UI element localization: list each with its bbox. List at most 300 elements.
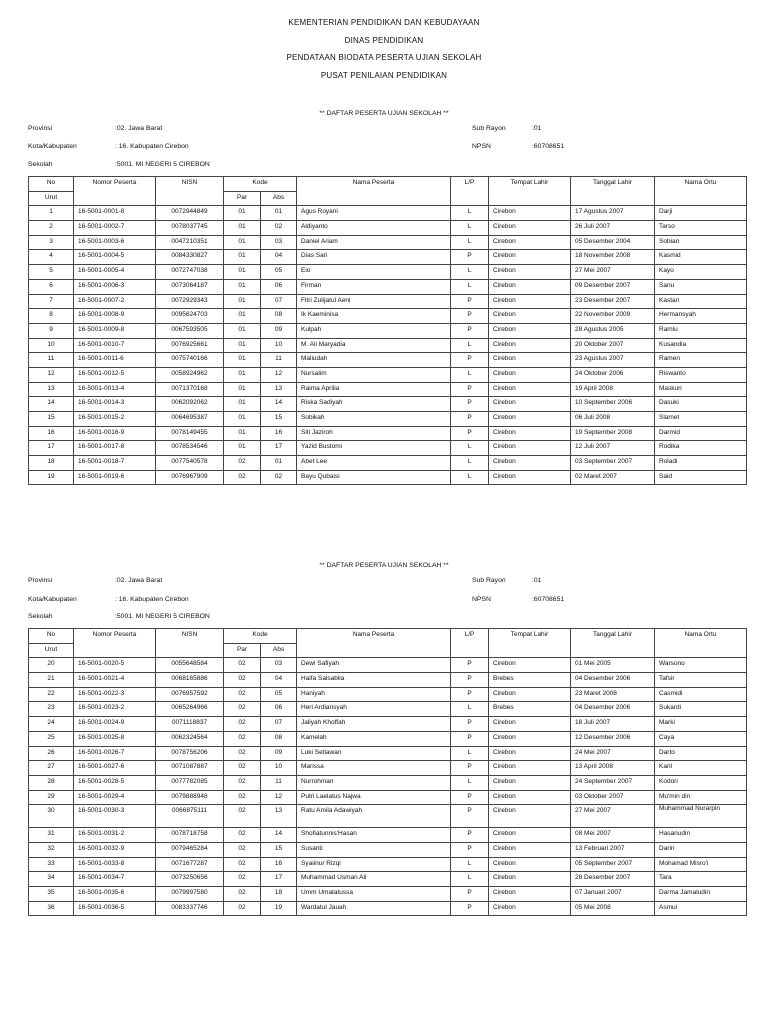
cell-nisn: 0071118837 bbox=[156, 717, 224, 732]
cell-nisn: 0079997580 bbox=[156, 887, 224, 902]
table-row bbox=[29, 746, 747, 761]
cell-par: 01 bbox=[224, 382, 261, 397]
cell-nomor-peserta: 16-5001-0013-4 bbox=[74, 382, 156, 397]
cell-tempat-lahir: Brebes bbox=[489, 702, 571, 717]
cell-nama-peserta: Haniyah bbox=[297, 687, 451, 702]
cell-tempat-lahir: Cirebon bbox=[489, 353, 571, 368]
cell-nama-ortu: Riswanto bbox=[655, 367, 747, 382]
cell-abs: 08 bbox=[261, 731, 297, 746]
cell-nama-peserta: Jaliyah Khoffah bbox=[297, 717, 451, 732]
col-abs: Abs bbox=[261, 191, 297, 206]
cell-lp: P bbox=[451, 412, 489, 427]
cell-tempat-lahir: Cirebon bbox=[489, 872, 571, 887]
col-nisn: NISN bbox=[156, 177, 224, 206]
cell-nomor-peserta: 16-5001-0005-4 bbox=[74, 265, 156, 280]
cell-abs: 14 bbox=[261, 397, 297, 412]
cell-nama-ortu: Darji bbox=[655, 206, 747, 221]
cell-nama-peserta: Firman bbox=[297, 279, 451, 294]
cell-par: 02 bbox=[224, 887, 261, 902]
cell-nisn: 0095624703 bbox=[156, 309, 224, 324]
col-urut: Urut bbox=[29, 191, 74, 206]
cell-tempat-lahir: Cirebon bbox=[489, 857, 571, 872]
cell-abs: 06 bbox=[261, 279, 297, 294]
cell-par: 02 bbox=[224, 761, 261, 776]
cell-nama-peserta: Nurrohman bbox=[297, 775, 451, 790]
cell-nisn: 0072747038 bbox=[156, 265, 224, 280]
cell-tanggal-lahir: 12 Desember 2006 bbox=[571, 731, 655, 746]
cell-no: 7 bbox=[29, 294, 74, 309]
cell-lp: L bbox=[451, 775, 489, 790]
table-row bbox=[29, 426, 747, 441]
table-row bbox=[29, 323, 747, 338]
table-row bbox=[29, 887, 747, 902]
table-row bbox=[29, 206, 747, 221]
cell-tempat-lahir: Cirebon bbox=[489, 731, 571, 746]
cell-nomor-peserta: 16-5001-0022-3 bbox=[74, 687, 156, 702]
provinsi-value: :02. Jawa Barat bbox=[115, 125, 163, 132]
cell-tempat-lahir: Cirebon bbox=[489, 761, 571, 776]
cell-nama-peserta: Marissa bbox=[297, 761, 451, 776]
col-nomor-peserta: Nomor Peserta bbox=[74, 629, 156, 658]
table-row bbox=[29, 658, 747, 673]
cell-lp: L bbox=[451, 206, 489, 221]
cell-no: 8 bbox=[29, 309, 74, 324]
cell-par: 02 bbox=[224, 470, 261, 485]
cell-nomor-peserta: 16-5001-0018-7 bbox=[74, 456, 156, 471]
cell-par: 02 bbox=[224, 746, 261, 761]
cell-tanggal-lahir: 20 Oktober 2007 bbox=[571, 338, 655, 353]
cell-nama-ortu: Roladi bbox=[655, 456, 747, 471]
cell-nama-ortu: Darmid bbox=[655, 426, 747, 441]
table-row bbox=[29, 731, 747, 746]
cell-nama-peserta: Abet Lee bbox=[297, 456, 451, 471]
cell-tempat-lahir: Cirebon bbox=[489, 397, 571, 412]
col-tanggal-lahir: Tanggal Lahir bbox=[571, 629, 655, 658]
cell-nisn: 0083337746 bbox=[156, 901, 224, 916]
cell-no: 4 bbox=[29, 250, 74, 265]
col-nama-ortu: Nama Ortu bbox=[655, 629, 747, 658]
cell-nama-peserta: Ratu Amila Adawiyah bbox=[297, 805, 451, 828]
cell-lp: P bbox=[451, 250, 489, 265]
col-nama-ortu: Nama Ortu bbox=[655, 177, 747, 206]
cell-nama-ortu: Slamet bbox=[655, 412, 747, 427]
cell-lp: P bbox=[451, 790, 489, 805]
col-nama-peserta: Nama Peserta bbox=[297, 177, 451, 206]
cell-nama-ortu: Sobian bbox=[655, 235, 747, 250]
cell-nama-ortu: Darin bbox=[655, 842, 747, 857]
col-kode: Kode bbox=[224, 177, 297, 192]
cell-tempat-lahir: Cirebon bbox=[489, 294, 571, 309]
cell-tempat-lahir: Cirebon bbox=[489, 279, 571, 294]
cell-nama-peserta: Sobikah bbox=[297, 412, 451, 427]
cell-par: 02 bbox=[224, 805, 261, 828]
cell-par: 02 bbox=[224, 731, 261, 746]
sekolah-value: :5001. MI NEGERI 5 CIREBON bbox=[115, 161, 210, 168]
cell-nomor-peserta: 16-5001-0029-4 bbox=[74, 790, 156, 805]
cell-nomor-peserta: 16-5001-0009-8 bbox=[74, 323, 156, 338]
cell-nisn: 0058924962 bbox=[156, 367, 224, 382]
cell-nama-ortu: Hermansyah bbox=[655, 309, 747, 324]
cell-nisn: 0066875111 bbox=[156, 805, 224, 828]
cell-tempat-lahir: Cirebon bbox=[489, 790, 571, 805]
cell-tanggal-lahir: 12 Juli 2007 bbox=[571, 441, 655, 456]
table-row bbox=[29, 901, 747, 916]
cell-abs: 15 bbox=[261, 412, 297, 427]
cell-nisn: 0078149455 bbox=[156, 426, 224, 441]
cell-tempat-lahir: Cirebon bbox=[489, 717, 571, 732]
cell-tanggal-lahir: 27 Mei 2007 bbox=[571, 805, 655, 828]
cell-tempat-lahir: Cirebon bbox=[489, 441, 571, 456]
cell-par: 02 bbox=[224, 687, 261, 702]
table-row bbox=[29, 338, 747, 353]
cell-nisn: 0071370168 bbox=[156, 382, 224, 397]
sekolah-label: Sekolah bbox=[28, 161, 53, 168]
cell-tanggal-lahir: 05 Desember 2004 bbox=[571, 235, 655, 250]
cell-tempat-lahir: Cirebon bbox=[489, 250, 571, 265]
cell-tempat-lahir: Brebes bbox=[489, 673, 571, 688]
col-tempat-lahir: Tempat Lahir bbox=[489, 629, 571, 658]
kota-value: : 16. Kabupaten Cirebon bbox=[115, 596, 189, 603]
table-row bbox=[29, 412, 747, 427]
cell-no: 12 bbox=[29, 367, 74, 382]
cell-no: 10 bbox=[29, 338, 74, 353]
cell-abs: 16 bbox=[261, 426, 297, 441]
cell-nomor-peserta: 16-5001-0008-9 bbox=[74, 309, 156, 324]
table-row bbox=[29, 265, 747, 280]
cell-abs: 08 bbox=[261, 309, 297, 324]
cell-nomor-peserta: 16-5001-0021-4 bbox=[74, 673, 156, 688]
cell-lp: L bbox=[451, 746, 489, 761]
cell-nama-ortu: Tara bbox=[655, 872, 747, 887]
cell-nomor-peserta: 16-5001-0033-8 bbox=[74, 857, 156, 872]
cell-nama-peserta: Maliudah bbox=[297, 353, 451, 368]
cell-nomor-peserta: 16-5001-0034-7 bbox=[74, 872, 156, 887]
cell-nama-peserta: Muhammad Usman Ali bbox=[297, 872, 451, 887]
cell-nama-ortu: Mohamad Misro'i bbox=[655, 857, 747, 872]
cell-no: 25 bbox=[29, 731, 74, 746]
cell-tanggal-lahir: 08 Mei 2007 bbox=[571, 828, 655, 843]
cell-par: 02 bbox=[224, 456, 261, 471]
cell-tanggal-lahir: 23 Agustus 2007 bbox=[571, 353, 655, 368]
cell-nama-ortu: Kusandia bbox=[655, 338, 747, 353]
cell-nomor-peserta: 16-5001-0028-5 bbox=[74, 775, 156, 790]
cell-nama-ortu: Warsono bbox=[655, 658, 747, 673]
cell-lp: L bbox=[451, 456, 489, 471]
cell-nama-peserta: M. Ali Maryadia bbox=[297, 338, 451, 353]
cell-nama-peserta: Dias Sari bbox=[297, 250, 451, 265]
col-abs: Abs bbox=[261, 643, 297, 658]
cell-tempat-lahir: Cirebon bbox=[489, 426, 571, 441]
cell-no: 15 bbox=[29, 412, 74, 427]
cell-par: 02 bbox=[224, 702, 261, 717]
cell-no: 3 bbox=[29, 235, 74, 250]
cell-nisn: 0062092062 bbox=[156, 397, 224, 412]
cell-nama-ortu: Dasuki bbox=[655, 397, 747, 412]
cell-nama-peserta: Syaiinur Rizqi bbox=[297, 857, 451, 872]
cell-lp: P bbox=[451, 309, 489, 324]
cell-no: 18 bbox=[29, 456, 74, 471]
cell-nomor-peserta: 16-5001-0001-8 bbox=[74, 206, 156, 221]
table-row bbox=[29, 235, 747, 250]
cell-nisn: 0076925661 bbox=[156, 338, 224, 353]
cell-tanggal-lahir: 13 Februari 2007 bbox=[571, 842, 655, 857]
provinsi-label: Provinsi bbox=[28, 577, 53, 584]
cell-nomor-peserta: 16-5001-0024-9 bbox=[74, 717, 156, 732]
cell-tempat-lahir: Cirebon bbox=[489, 412, 571, 427]
cell-no: 6 bbox=[29, 279, 74, 294]
cell-tanggal-lahir: 05 Mei 2008 bbox=[571, 901, 655, 916]
col-lp: L/P bbox=[451, 629, 489, 658]
cell-nama-ortu: Muhammad Nurarpin bbox=[655, 805, 747, 828]
cell-nomor-peserta: 16-5001-0027-6 bbox=[74, 761, 156, 776]
cell-no: 24 bbox=[29, 717, 74, 732]
cell-nisn: 0068165886 bbox=[156, 673, 224, 688]
cell-abs: 03 bbox=[261, 235, 297, 250]
subrayon-value: :01 bbox=[532, 577, 542, 584]
cell-abs: 04 bbox=[261, 673, 297, 688]
header-subject: PENDATAAN BIODATA PESERTA UJIAN SEKOLAH bbox=[286, 53, 482, 62]
table-row bbox=[29, 309, 747, 324]
cell-nomor-peserta: 16-5001-0007-2 bbox=[74, 294, 156, 309]
cell-abs: 13 bbox=[261, 805, 297, 828]
cell-tanggal-lahir: 03 Oktober 2007 bbox=[571, 790, 655, 805]
cell-lp: P bbox=[451, 658, 489, 673]
cell-nisn: 0077782085 bbox=[156, 775, 224, 790]
cell-no: 19 bbox=[29, 470, 74, 485]
table-row bbox=[29, 872, 747, 887]
cell-nisn: 0047210351 bbox=[156, 235, 224, 250]
cell-nama-peserta: Agus Royani bbox=[297, 206, 451, 221]
cell-tanggal-lahir: 18 Juli 2007 bbox=[571, 717, 655, 732]
document-header bbox=[0, 14, 768, 84]
cell-nomor-peserta: 16-5001-0004-5 bbox=[74, 250, 156, 265]
cell-no: 33 bbox=[29, 857, 74, 872]
cell-lp: L bbox=[451, 221, 489, 236]
cell-par: 01 bbox=[224, 294, 261, 309]
npsn-label: NPSN bbox=[472, 143, 491, 150]
cell-no: 23 bbox=[29, 702, 74, 717]
cell-no: 11 bbox=[29, 353, 74, 368]
cell-tempat-lahir: Cirebon bbox=[489, 338, 571, 353]
cell-nama-peserta: Kamelah bbox=[297, 731, 451, 746]
cell-par: 02 bbox=[224, 828, 261, 843]
cell-nama-peserta: Haifa Salsabila bbox=[297, 673, 451, 688]
col-no: No bbox=[29, 629, 74, 644]
table-row bbox=[29, 456, 747, 471]
col-kode: Kode bbox=[224, 629, 297, 644]
cell-lp: P bbox=[451, 353, 489, 368]
cell-nisn: 0076957592 bbox=[156, 687, 224, 702]
cell-no: 29 bbox=[29, 790, 74, 805]
cell-nama-peserta: Ik Kaeminisa bbox=[297, 309, 451, 324]
cell-tanggal-lahir: 01 Mei 2005 bbox=[571, 658, 655, 673]
cell-nama-ortu: Caya bbox=[655, 731, 747, 746]
cell-par: 02 bbox=[224, 842, 261, 857]
cell-nama-ortu: Darto bbox=[655, 746, 747, 761]
cell-tanggal-lahir: 28 Agustus 2005 bbox=[571, 323, 655, 338]
cell-nama-peserta: Aldiyanto bbox=[297, 221, 451, 236]
cell-nama-ortu: Kodori bbox=[655, 775, 747, 790]
cell-nama-peserta: Bayu Qubaisi bbox=[297, 470, 451, 485]
cell-tempat-lahir: Cirebon bbox=[489, 901, 571, 916]
cell-tempat-lahir: Cirebon bbox=[489, 221, 571, 236]
col-urut: Urut bbox=[29, 643, 74, 658]
cell-nama-ortu: Mu'min din bbox=[655, 790, 747, 805]
cell-abs: 12 bbox=[261, 790, 297, 805]
cell-nomor-peserta: 16-5001-0015-2 bbox=[74, 412, 156, 427]
participant-table-body bbox=[29, 658, 747, 916]
cell-no: 27 bbox=[29, 761, 74, 776]
cell-nama-ortu: Kasmid bbox=[655, 250, 747, 265]
cell-tempat-lahir: Cirebon bbox=[489, 828, 571, 843]
cell-nisn: 0084330827 bbox=[156, 250, 224, 265]
cell-nisn: 0079465284 bbox=[156, 842, 224, 857]
cell-tanggal-lahir: 24 Oktober 2006 bbox=[571, 367, 655, 382]
cell-no: 30 bbox=[29, 805, 74, 828]
cell-par: 01 bbox=[224, 265, 261, 280]
npsn-value: :60708651 bbox=[532, 143, 565, 150]
cell-nama-peserta: Riska Sadiyah bbox=[297, 397, 451, 412]
col-lp: L/P bbox=[451, 177, 489, 206]
cell-nama-ortu: Kastari bbox=[655, 294, 747, 309]
cell-par: 01 bbox=[224, 235, 261, 250]
cell-par: 02 bbox=[224, 790, 261, 805]
cell-lp: P bbox=[451, 673, 489, 688]
cell-no: 22 bbox=[29, 687, 74, 702]
cell-nomor-peserta: 16-5001-0030-3 bbox=[74, 805, 156, 828]
cell-tempat-lahir: Cirebon bbox=[489, 658, 571, 673]
table-row bbox=[29, 702, 747, 717]
cell-lp: P bbox=[451, 828, 489, 843]
cell-no: 34 bbox=[29, 872, 74, 887]
cell-nomor-peserta: 16-5001-0012-5 bbox=[74, 367, 156, 382]
cell-nama-peserta: Daniel Ariam bbox=[297, 235, 451, 250]
cell-tanggal-lahir: 28 Desember 2007 bbox=[571, 872, 655, 887]
cell-tempat-lahir: Cirebon bbox=[489, 382, 571, 397]
table-row bbox=[29, 828, 747, 843]
cell-no: 20 bbox=[29, 658, 74, 673]
cell-nomor-peserta: 16-5001-0026-7 bbox=[74, 746, 156, 761]
cell-lp: P bbox=[451, 805, 489, 828]
cell-tanggal-lahir: 24 September 2007 bbox=[571, 775, 655, 790]
cell-nama-peserta: Umm Umatatussa bbox=[297, 887, 451, 902]
table-row bbox=[29, 805, 747, 828]
cell-nama-peserta: Heri Ardiansyah bbox=[297, 702, 451, 717]
cell-abs: 03 bbox=[261, 658, 297, 673]
participant-table-body bbox=[29, 206, 747, 485]
cell-nama-ortu: Rodika bbox=[655, 441, 747, 456]
cell-nama-ortu: Maskuri bbox=[655, 382, 747, 397]
cell-lp: L bbox=[451, 470, 489, 485]
cell-nama-peserta: Shofiatunnis'Hasan bbox=[297, 828, 451, 843]
table-row bbox=[29, 294, 747, 309]
cell-tempat-lahir: Cirebon bbox=[489, 456, 571, 471]
cell-nomor-peserta: 16-5001-0006-3 bbox=[74, 279, 156, 294]
cell-nama-peserta: Kulpah bbox=[297, 323, 451, 338]
cell-nomor-peserta: 16-5001-0020-5 bbox=[74, 658, 156, 673]
cell-lp: L bbox=[451, 872, 489, 887]
cell-tempat-lahir: Cirebon bbox=[489, 887, 571, 902]
cell-nisn: 0072944849 bbox=[156, 206, 224, 221]
cell-tempat-lahir: Cirebon bbox=[489, 470, 571, 485]
kota-label: Kota/Kabupaten bbox=[28, 596, 77, 603]
cell-no: 26 bbox=[29, 746, 74, 761]
cell-abs: 07 bbox=[261, 294, 297, 309]
table-row bbox=[29, 775, 747, 790]
table-row bbox=[29, 221, 747, 236]
cell-nisn: 0073250656 bbox=[156, 872, 224, 887]
cell-no: 16 bbox=[29, 426, 74, 441]
cell-lp: P bbox=[451, 294, 489, 309]
cell-par: 02 bbox=[224, 775, 261, 790]
provinsi-value: :02. Jawa Barat bbox=[115, 577, 163, 584]
cell-nama-ortu: Asmui bbox=[655, 901, 747, 916]
cell-abs: 11 bbox=[261, 775, 297, 790]
col-par: Par bbox=[224, 643, 261, 658]
table-row bbox=[29, 397, 747, 412]
cell-nisn: 0077540578 bbox=[156, 456, 224, 471]
cell-tanggal-lahir: 17 Agustus 2007 bbox=[571, 206, 655, 221]
cell-nama-ortu: Karil bbox=[655, 761, 747, 776]
cell-lp: L bbox=[451, 338, 489, 353]
cell-lp: P bbox=[451, 717, 489, 732]
section-title: ** DAFTAR PESERTA UJIAN SEKOLAH ** bbox=[319, 110, 449, 117]
cell-tempat-lahir: Cirebon bbox=[489, 206, 571, 221]
cell-nisn: 0071677287 bbox=[156, 857, 224, 872]
cell-lp: P bbox=[451, 687, 489, 702]
cell-nomor-peserta: 16-5001-0010-7 bbox=[74, 338, 156, 353]
cell-tanggal-lahir: 23 Desember 2007 bbox=[571, 294, 655, 309]
cell-tanggal-lahir: 27 Mei 2007 bbox=[571, 265, 655, 280]
table-row bbox=[29, 382, 747, 397]
cell-tanggal-lahir: 05 September 2007 bbox=[571, 857, 655, 872]
cell-lp: P bbox=[451, 426, 489, 441]
subrayon-label: Sub Rayon bbox=[472, 577, 506, 584]
cell-no: 9 bbox=[29, 323, 74, 338]
cell-abs: 19 bbox=[261, 901, 297, 916]
table-row bbox=[29, 673, 747, 688]
cell-nama-ortu: Said bbox=[655, 470, 747, 485]
cell-nisn: 0078037745 bbox=[156, 221, 224, 236]
cell-nama-ortu: Ramen bbox=[655, 353, 747, 368]
sekolah-value: :5001. MI NEGERI 5 CIREBON bbox=[115, 613, 210, 620]
cell-abs: 18 bbox=[261, 887, 297, 902]
cell-lp: P bbox=[451, 761, 489, 776]
cell-abs: 05 bbox=[261, 265, 297, 280]
cell-nama-peserta: Putri Laelatus Najwa bbox=[297, 790, 451, 805]
cell-nisn: 0064695387 bbox=[156, 412, 224, 427]
table-row bbox=[29, 687, 747, 702]
cell-abs: 01 bbox=[261, 206, 297, 221]
table-row bbox=[29, 279, 747, 294]
participant-table bbox=[28, 176, 747, 485]
cell-nama-peserta: Nursalim bbox=[297, 367, 451, 382]
cell-nama-ortu: Marki bbox=[655, 717, 747, 732]
cell-abs: 05 bbox=[261, 687, 297, 702]
cell-par: 02 bbox=[224, 901, 261, 916]
cell-nama-peserta: Wardatul Jauah bbox=[297, 901, 451, 916]
cell-nisn: 0072929343 bbox=[156, 294, 224, 309]
npsn-label: NPSN bbox=[472, 596, 491, 603]
cell-nisn: 0075740166 bbox=[156, 353, 224, 368]
cell-tanggal-lahir: 06 Juli 2008 bbox=[571, 412, 655, 427]
cell-par: 02 bbox=[224, 717, 261, 732]
cell-no: 36 bbox=[29, 901, 74, 916]
cell-no: 32 bbox=[29, 842, 74, 857]
cell-par: 01 bbox=[224, 338, 261, 353]
cell-nama-ortu: Casmidi bbox=[655, 687, 747, 702]
cell-no: 31 bbox=[29, 828, 74, 843]
